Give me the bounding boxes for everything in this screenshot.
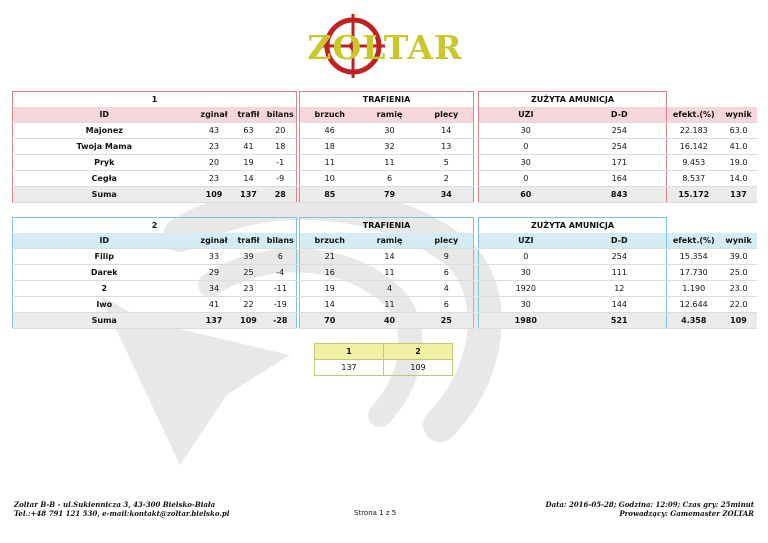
col-header: zginał — [196, 107, 233, 123]
sum-row: Suma 137 109 -28 70 40 25 1980 521 4.358 109 — [13, 313, 757, 329]
score-summary-table — [314, 343, 453, 376]
table-row: Darek 29 25 -4 16 11 6 30 111 17.730 25.0 — [13, 265, 757, 281]
table-row: 2 34 23 -11 19 4 4 1920 12 1.190 23.0 — [13, 281, 757, 297]
col-header: plecy — [420, 107, 474, 123]
group-amunicja: ZUŻYTA AMUNICJA — [479, 92, 667, 108]
summary-team2-value: 109 — [384, 360, 453, 376]
table-row: Twoja Mama 23 41 18 18 32 13 0 254 16.142 41.0 — [13, 139, 757, 155]
col-header: bilans — [265, 233, 297, 249]
col-header: brzuch — [300, 233, 360, 249]
summary-team2-header: 2 — [384, 344, 453, 360]
group-trafienia: TRAFIENIA — [300, 92, 474, 108]
zoltar-logo — [300, 14, 470, 78]
col-header: ID — [13, 233, 196, 249]
col-header: wynik — [721, 233, 757, 249]
col-header: ramię — [360, 233, 420, 249]
group-trafienia: TRAFIENIA — [300, 218, 474, 234]
table-row: Filip 33 39 6 21 14 9 0 254 15.354 39.0 — [13, 249, 757, 265]
table-row: Cegła 23 14 -9 10 6 2 0 164 8.537 14.0 — [13, 171, 757, 187]
footer-gamemaster: Prowadzący: Gamemaster ZOLTAR — [619, 509, 754, 518]
col-header: UZI — [479, 233, 573, 249]
summary-team1-value: 137 — [341, 363, 357, 372]
header-row — [13, 107, 757, 123]
col-header: bilans — [265, 107, 297, 123]
col-header: wynik — [721, 107, 757, 123]
col-header: D-D — [573, 107, 667, 123]
sum-row: Suma 109 137 28 85 79 34 60 843 15.172 137 — [13, 187, 757, 203]
table-row: Pryk 20 19 -1 11 11 5 30 171 9.453 19.0 — [13, 155, 757, 171]
col-header: UZI — [479, 107, 573, 123]
footer-game-info — [546, 500, 754, 518]
footer-date-time: Data: 2016-05-28; Godzina: 12:09; Czas gry: 25minut — [545, 500, 754, 509]
footer-contact: Tel.:+48 791 121 530, e-mail:kontakt@zoltar.bielsko.pl — [14, 509, 230, 518]
summary-team1-header: 1 — [315, 344, 384, 360]
footer-address: Zoltar B-B - ul.Sukiennicza 3, 43-300 Bielsko-Biała — [14, 500, 216, 509]
col-header: D-D — [573, 233, 667, 249]
table-title-row — [13, 218, 757, 234]
team-title: 2 — [13, 218, 297, 234]
team2-results-table — [12, 217, 757, 329]
col-header: efekt.(%) — [667, 233, 721, 249]
logo-text: ZOLTAR — [307, 28, 463, 67]
table-title-row — [13, 92, 757, 108]
group-amunicja: ZUŻYTA AMUNICJA — [479, 218, 667, 234]
footer-company-info — [14, 500, 229, 518]
col-header: ramię — [360, 107, 420, 123]
col-header: plecy — [420, 233, 474, 249]
col-header: trafił — [233, 107, 265, 123]
col-header: trafił — [233, 233, 265, 249]
header-row — [13, 233, 757, 249]
page-number: Strona 1 z 5 — [354, 509, 397, 517]
table-row: Majonez 43 63 20 46 30 14 30 254 22.183 63.0 — [13, 123, 757, 139]
col-header: ID — [13, 107, 196, 123]
col-header: zginał — [196, 233, 233, 249]
team-title: 1 — [13, 92, 297, 108]
table-row: Iwo 41 22 -19 14 11 6 30 144 12.644 22.0 — [13, 297, 757, 313]
summary-header-row — [315, 344, 453, 360]
summary-value-row — [315, 360, 453, 376]
team1-results-table — [12, 91, 757, 203]
col-header: brzuch — [300, 107, 360, 123]
col-header: efekt.(%) — [667, 107, 721, 123]
